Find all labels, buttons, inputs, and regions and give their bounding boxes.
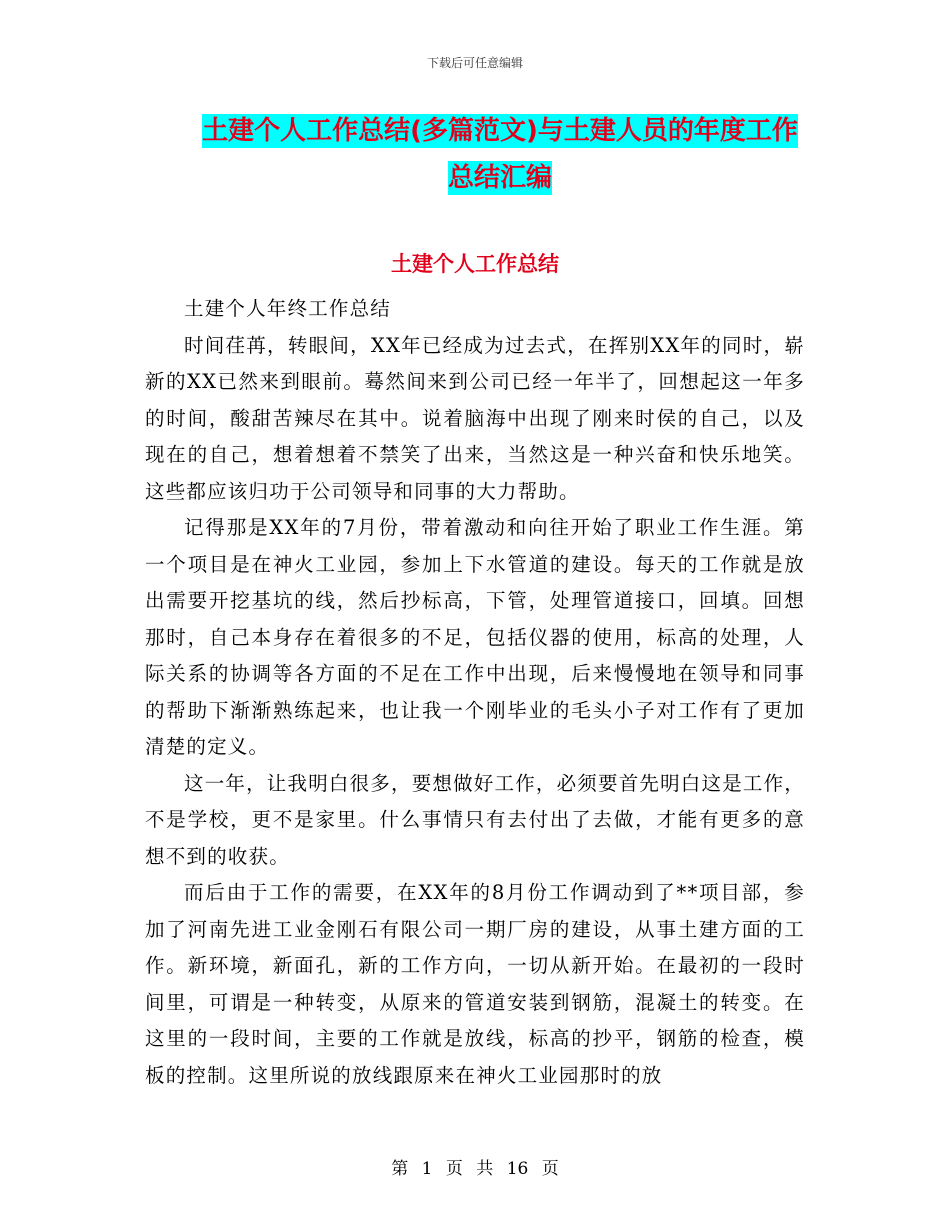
paragraph: 时间荏苒，转眼间，XX年已经成为过去式，在挥别XX年的同时，崭新的XX已然来到眼前。蓦然间来到公司已经一年半了，回想起这一年多的时间，酸甜苦辣尽在其中。说着脑海中出现了刚来时侯的自己，以及现在的自己，想着想着不禁笑了出来，当然这是一种兴奋和快乐地笑。这些都应该归功于公司领导和同事的大力帮助。 bbox=[145, 333, 805, 503]
total-pages: 16 bbox=[506, 1159, 529, 1179]
document-title bbox=[140, 108, 860, 202]
footer-prefix: 第 bbox=[391, 1159, 409, 1179]
title-line-1: 土建个人工作总结(多篇范文)与土建人员的年度工作 bbox=[202, 116, 798, 146]
paragraph-subheading: 土建个人年终工作总结 bbox=[184, 297, 392, 320]
footer-total-unit: 页 bbox=[541, 1159, 559, 1179]
page-number: 1 bbox=[421, 1159, 433, 1179]
paragraph: 这一年，让我明白很多，要想做好工作，必须要首先明白这是工作，不是学校，更不是家里。什么事情只有去付出了去做，才能有更多的意想不到的收获。 bbox=[145, 771, 806, 868]
paragraph: 记得那是XX年的7月份，带着激动和向往开始了职业工作生涯。第一个项目是在神火工业园，参加上下水管道的建设。每天的工作就是放出需要开挖基坑的线，然后抄标高，下管，处理管道接口，回填。回想那时，自己本身存在着很多的不足，包括仪器的使用，标高的处理，人际关系的协调等各方面的不足在工作中出现，后来慢慢地在领导和同事的帮助下渐渐熟练起来，也让我一个刚毕业的毛头小子对工作有了更加清楚的定义。 bbox=[145, 516, 805, 758]
document-body bbox=[145, 291, 805, 1094]
footer-page-unit: 页 bbox=[445, 1159, 463, 1179]
page-footer bbox=[0, 1154, 950, 1179]
title-line-2: 总结汇编 bbox=[447, 163, 552, 193]
paragraph: 而后由于工作的需要，在XX年的8月份工作调动到了**项目部，参加了河南先进工业金刚石有限公司一期厂房的建设，从事土建方面的工作。新环境，新面孔，新的工作方向，一切从新开始。在最初的一段时间里，可谓是一种转变，从原来的管道安装到钢筋，混凝土的转变。在这里的一段时间，主要的工作就是放线，标高的抄平，钢筋的检查，模板的控制。这里所说的放线跟原来在神火工业园那时的放 bbox=[145, 881, 805, 1087]
footer-total-prefix: 共 bbox=[476, 1159, 494, 1179]
section-title: 土建个人工作总结 bbox=[391, 252, 559, 276]
page-header-note: 下载后可任意编辑 bbox=[426, 56, 523, 70]
